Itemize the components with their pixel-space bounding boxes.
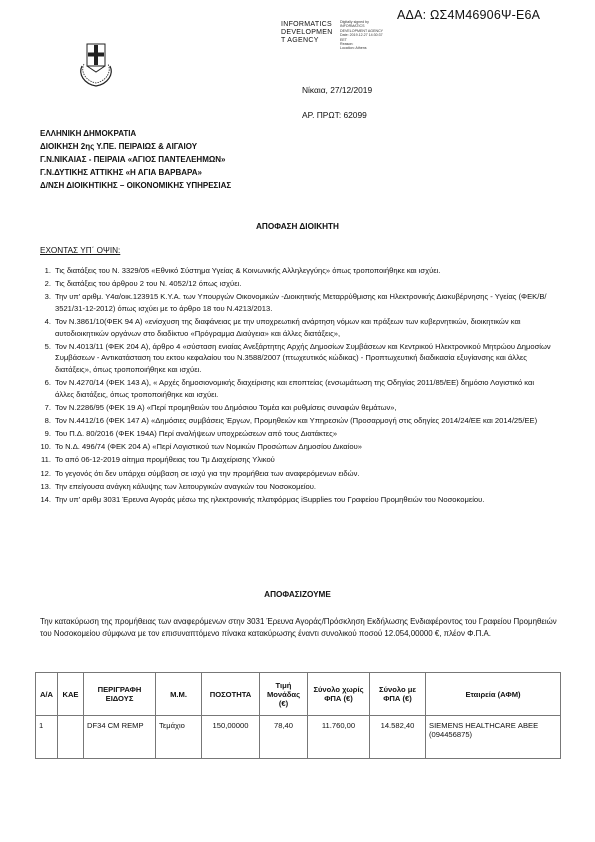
decision-title: ΑΠΟΦΑΣΗ ΔΙΟΙΚΗΤΗ — [256, 222, 339, 231]
greek-coat-of-arms-icon — [74, 38, 118, 88]
issuer-header — [40, 128, 231, 193]
we-decide-heading: ΑΠΟΦΑΣΙΖΟΥΜΕ — [264, 590, 331, 599]
column-header: Μ.Μ. — [156, 673, 202, 716]
list-item: 6. Τον Ν.4270/14 (ΦΕΚ 143 Α), « Αρχές δημοσιονομικής διαχείρισης και εποπτείας (ενσωμάτωση της Οδηγίας 2011/85/ΕΕ) δημόσιο Λογιστικό και άλλες διατάξεις, όπως τροποποιήθηκε και ισχύει. — [44, 378, 535, 399]
list-item: 9. Του Π.Δ. 80/2016 (ΦΕΚ 194Α) Περί αναλήψεων υποχρεώσεων από τους Διατάκτες» — [44, 429, 338, 439]
ada-code: ΑΔΑ: ΩΣ4Μ46906Ψ-Ε6Α — [397, 8, 541, 22]
issuer-line: Γ.Ν.ΝΙΚΑΙΑΣ - ΠΕΙΡΑΙΑ «ΑΓΙΟΣ ΠΑΝΤΕΛΕΗΜΩΝ» — [40, 154, 226, 164]
agency-line: INFORMATICS — [281, 21, 333, 28]
list-item: 8. Τον Ν.4412/16 (ΦΕΚ 147 Α) «Δημόσιες συμβάσεις Έργων, Προμηθειών και Υπηρεσιών (Προσαρμογή στις οδηγίες 2014/24/ΕΕ και 2014/25/ΕΕ) — [44, 416, 538, 426]
column-header: Εταιρεία (ΑΦΜ) — [426, 673, 561, 716]
issuer-line: Γ.Ν.ΔΥΤΙΚΗΣ ΑΤΤΙΚΗΣ «Η ΑΓΙΑ ΒΑΡΒΑΡΑ» — [40, 167, 202, 177]
digital-signature-details: Digitally signed by INFORMATICS DEVELOPMENT AGENCY Date: 2019.12.27 14:30:37 EET Reason: Location: Athens — [340, 20, 384, 51]
agency-line: T AGENCY — [281, 37, 319, 45]
column-header: ΚΑΕ — [58, 673, 84, 716]
table-cell: Τεμάχιο — [156, 716, 202, 759]
list-item: 12. Το γεγονός ότι δεν υπάρχει σύμβαση σε ισχύ για την προμήθεια των αναφερόμενων ειδών. — [40, 468, 360, 478]
table-row — [36, 716, 561, 759]
list-item: 5. Τον Ν.4013/11 (ΦΕΚ 204 Α), άρθρο 4 «σύσταση ενιαίας Ανεξάρτητης Αρχής Δημοσίων Συμβάσεων και Κεντρικού Ηλεκτρονικού Μητρώου Δημοσίων Συμβάσεων - Αντικατάσταση του εκτου κεφαλαίου του Ν.3588/2007 (πτωχευτικός κώδικας) - Προπτωχευτική διαδικασία εξυγίανσης και άλλες διατάξεις», όπως τροποποιήθηκε και ισχύει. — [44, 341, 551, 375]
column-header: Α/Α — [36, 673, 58, 716]
list-item: 7. Τον Ν.2286/95 (ΦΕΚ 19 Α) «Περί προμηθειών του Δημόσιου Τομέα και ρυθμίσεις συναφών θεμάτων», — [44, 403, 397, 413]
table-cell: 1 — [36, 716, 58, 759]
agency-line: DEVELOPMEN — [281, 29, 333, 37]
list-item: 2. Τις διατάξεις του άρθρου 2 του Ν. 4052/12 όπως ισχύει. — [44, 279, 242, 289]
table-header-row — [36, 673, 561, 716]
list-item: 11. Το από 06-12-2019 αίτημα προμήθειας του Τμ Διαχείρισης Υλικού — [41, 455, 275, 465]
issuer-line: Δ/ΝΣΗ ΔΙΟΙΚΗΤΙΚΗΣ – ΟΙΚΟΝΟΜΙΚΗΣ ΥΠΗΡΕΣΙΑΣ — [40, 180, 232, 190]
considerations-list — [40, 265, 555, 507]
table-cell: 150,00000 — [202, 716, 260, 759]
column-header: ΠΟΣΟΤΗΤΑ — [202, 673, 260, 716]
list-item: 3. Την υπ' αριθμ. Υ4α/οικ.123915 Κ.Υ.Α. των Υπουργών Οικονομικών -Διοικητικής Μεταρρύθμισης και Ηλεκτρονικής Διακυβέρνησης - Υγείας (ΦΕΚ/Β/ 3521/31-12-2012) όπως ισχύει με το άρθρο 18 του Ν.4213/2013. — [44, 292, 547, 313]
issuer-line: ΔΙΟΙΚΗΣΗ 2ης Υ.ΠΕ. ΠΕΙΡΑΙΩΣ & ΑΙΓΑΙΟΥ — [40, 141, 198, 151]
column-header: ΠΕΡΙΓΡΑΦΗ ΕΙΔΟΥΣ — [84, 673, 156, 716]
table-cell: 14.582,40 — [370, 716, 426, 759]
award-table — [35, 672, 561, 759]
protocol-number: ΑΡ. ΠΡΩΤ: 62099 — [302, 110, 367, 120]
table-cell: 78,40 — [260, 716, 308, 759]
table-cell: 11.760,00 — [308, 716, 370, 759]
list-item: 10. Το Ν.Δ. 496/74 (ΦΕΚ 204 Α) «Περί Λογιστικού των Νομικών Προσώπων Δημοσίου Δικαίου» — [40, 442, 362, 452]
list-item: 13. Την επείγουσα ανάγκη κάλυψης των λειτουργικών αναγκών του Νοσοκομείου. — [40, 481, 317, 491]
list-item: 14. Την υπ' αριθμ 3031 Έρευνα Αγοράς μέσω της ηλεκτρονικής πλατφόρμας iSupplies του Γραφείου Προμηθειών του Νοσοκομείου. — [40, 494, 485, 504]
signature-agency — [281, 21, 333, 46]
table-cell: DF34 CM REMP — [84, 716, 156, 759]
considering-heading: ΕΧΟΝΤΑΣ ΥΠ΄ ΟΨΙΝ: — [40, 246, 121, 255]
issuer-line: ΕΛΛΗΝΙΚΗ ΔΗΜΟΚΡΑΤΙΑ — [40, 129, 137, 138]
column-header: Τιμή Μονάδας (€) — [260, 673, 308, 716]
place-date: Νίκαια, 27/12/2019 — [302, 85, 373, 95]
list-item: 4. Τον Ν.3861/10(ΦΕΚ 94 Α) «ενίσχυση της διαφάνειας με την υποχρεωτική ανάρτηση νόμων και πράξεων των κυβερνητικών, διοικητικών και αυτοδιοικητικών οργάνων στο διαδίκτυο «Πρόγραμμα Διαύγεια» και άλλες διατάξεις», — [44, 316, 521, 338]
table-cell — [58, 716, 84, 759]
decision-paragraph: Την κατακύρωση της προμήθειας των αναφερόμενων στην 3031 Έρευνα Αγοράς/Πρόσκληση Εκδήλωσης Ενδιαφέροντος του Γραφείου Προμηθειών του Νοσοκομείου σύμφωνα με τον επισυναπτόμενο πίνακα κατακύρωσης έναντι συνολικού ποσού 12.054,00000 €, πλέον Φ.Π.Α. — [40, 617, 557, 638]
column-header: Σύνολο χωρίς ΦΠΑ (€) — [308, 673, 370, 716]
column-header: Σύνολο με ΦΠΑ (€) — [370, 673, 426, 716]
list-item: 1. Τις διατάξεις του Ν. 3329/05 «Εθνικό Σύστημα Υγείας & Κοινωνικής Αλληλεγγύης» όπως τροποποιήθηκε και ισχύει. — [44, 266, 441, 275]
table-cell: SIEMENS HEALTHCARE ΑΒΕΕ (094456875) — [426, 716, 561, 759]
